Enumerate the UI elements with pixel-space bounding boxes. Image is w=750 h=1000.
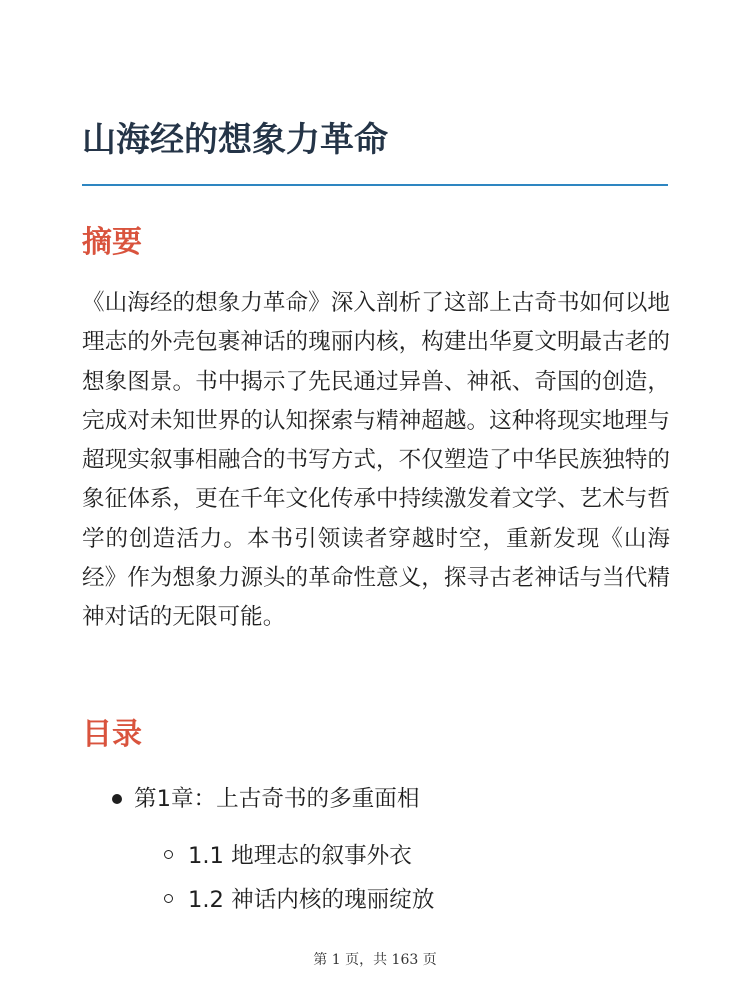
- toc-chapter-1[interactable]: [82, 776, 672, 822]
- toc-section-1-1[interactable]: [82, 834, 672, 878]
- toc-section-label[interactable]: 1.2 神话内核的瑰丽绽放: [188, 887, 435, 913]
- document-title: 山海经的想象力革命: [82, 120, 388, 160]
- toc-section-list: [82, 834, 672, 922]
- abstract-heading: 摘要: [82, 225, 142, 260]
- title-divider: [82, 184, 668, 186]
- toc-chapter-1-sections: [82, 834, 672, 922]
- toc-section-label[interactable]: 1.1 地理志的叙事外衣: [188, 843, 412, 869]
- table-of-contents: [82, 776, 672, 922]
- abstract-paragraph: 《山海经的想象力革命》深入剖析了这部上古奇书如何以地理志的外壳包裹神话的瑰丽内核，构建出华夏文明最古老的想象图景。书中揭示了先民通过异兽、神祇、奇国的创造，完成对未知世界的认知探索与精神超越。这种将现实地理与超现实叙事相融合的书写方式，不仅塑造了中华民族独特的象征体系，更在千年文化传承中持续激发着文学、艺术与哲学的创造活力。本书引领读者穿越时空，重新发现《山海经》作为想象力源头的革命性意义，探寻古老神话与当代精神对话的无限可能。: [82, 290, 670, 631]
- page-number-footer: 第 1 页，共 163 页: [313, 952, 437, 968]
- toc-heading: 目录: [82, 717, 142, 752]
- bullet-circle-icon: [164, 850, 173, 859]
- bullet-circle-icon: [164, 894, 173, 903]
- toc-chapter-label[interactable]: 第1章：上古奇书的多重面相: [134, 786, 420, 812]
- toc-section-1-2[interactable]: [82, 878, 672, 922]
- bullet-disc-icon: [112, 794, 122, 804]
